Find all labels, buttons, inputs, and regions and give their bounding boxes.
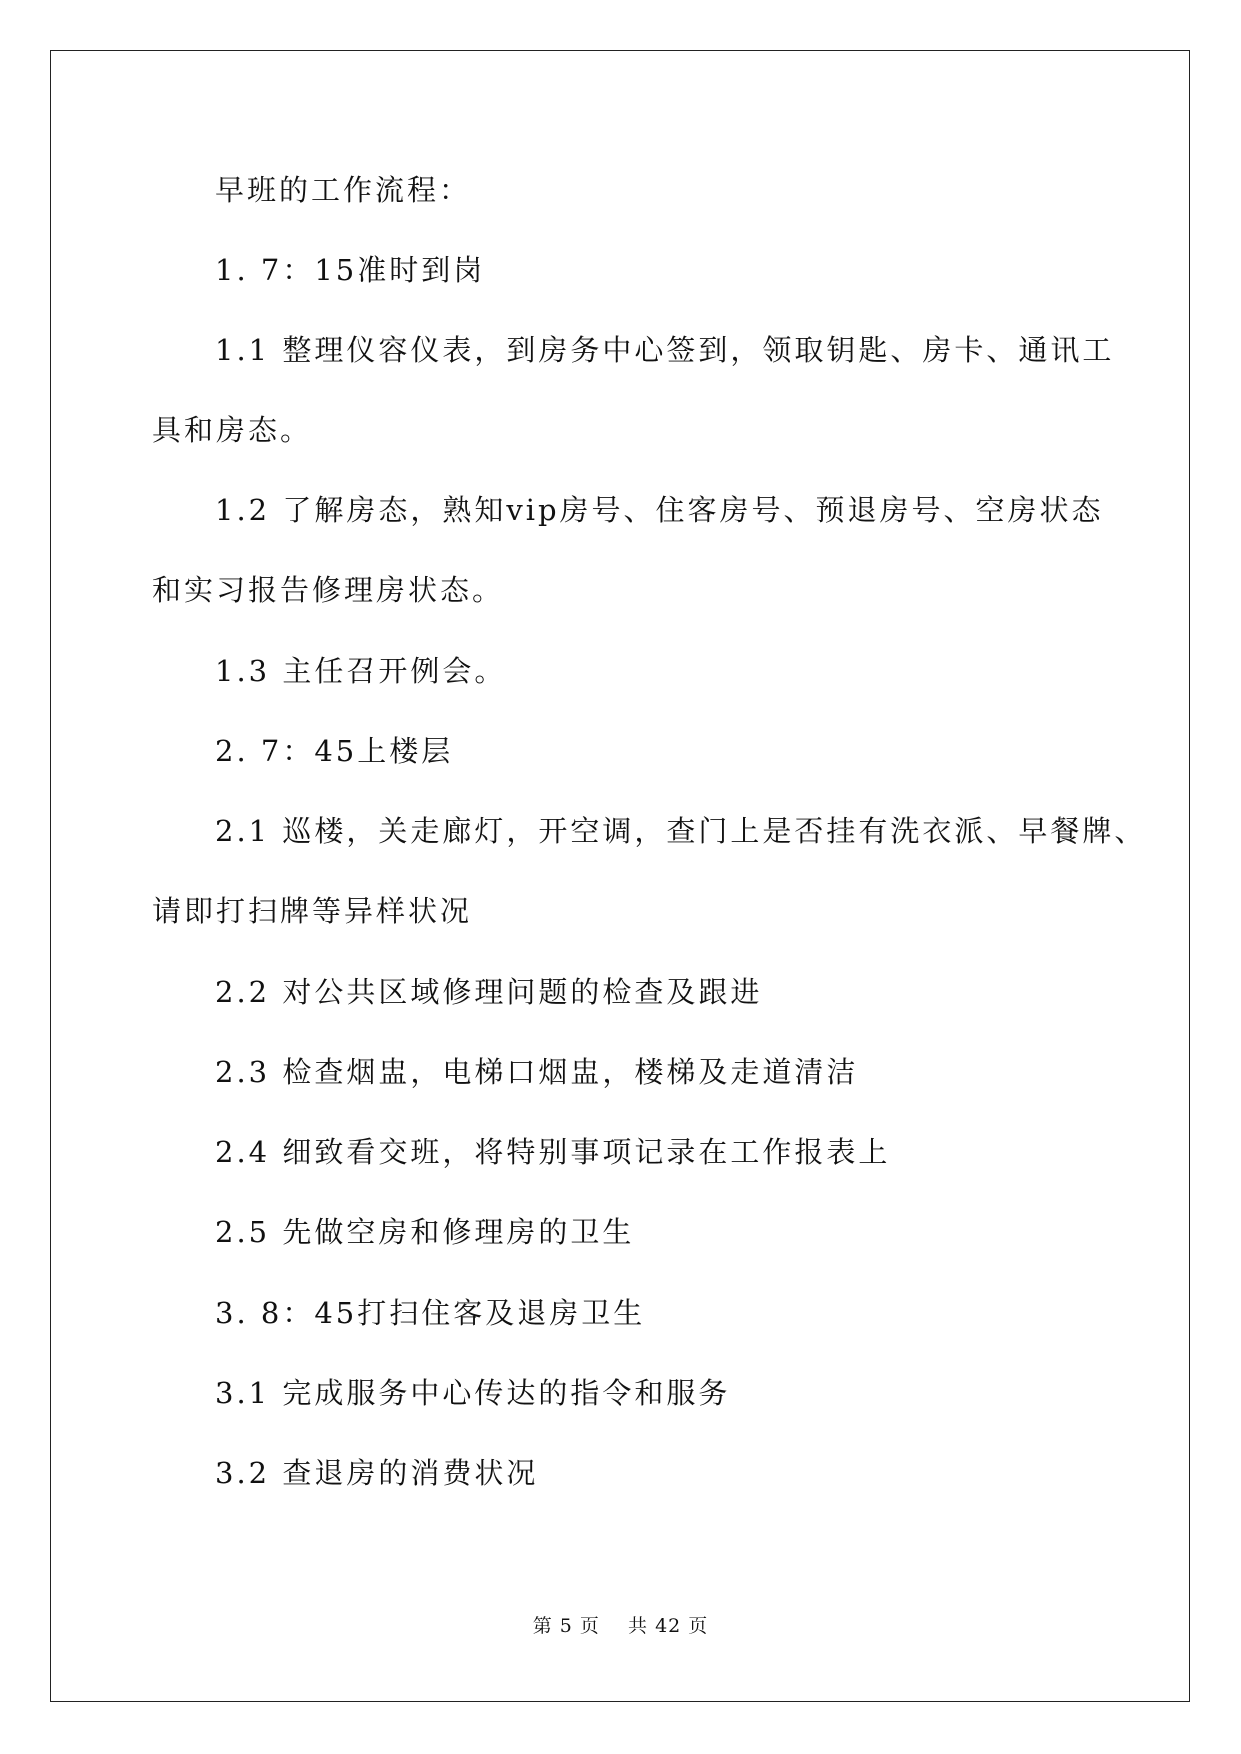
step-2-4: 2.4 细致看交班，将特别事项记录在工作报表上 bbox=[215, 1135, 891, 1169]
step-2-2: 2.2 对公共区域修理问题的检查及跟进 bbox=[215, 975, 763, 1009]
step-2-1: 2.1 巡楼，关走廊灯，开空调，查门上是否挂有洗衣派、早餐牌、 bbox=[215, 814, 1147, 848]
step-1-3: 1.3 主任召开例会。 bbox=[215, 654, 507, 688]
step-3-2: 3.2 查退房的消费状况 bbox=[215, 1456, 539, 1490]
step-1-1-cont: 具和房态。 bbox=[152, 413, 313, 447]
heading-early-shift: 早班的工作流程： bbox=[215, 173, 472, 207]
step-2: 2. 7：45上楼层 bbox=[215, 734, 454, 768]
step-3-1: 3.1 完成服务中心传达的指令和服务 bbox=[215, 1376, 731, 1410]
step-1: 1. 7：15准时到岗 bbox=[215, 253, 486, 287]
step-3: 3. 8：45打扫住客及退房卫生 bbox=[215, 1296, 646, 1330]
step-1-2: 1.2 了解房态，熟知vip房号、住客房号、预退房号、空房状态 bbox=[215, 493, 1104, 527]
step-2-5: 2.5 先做空房和修理房的卫生 bbox=[215, 1215, 635, 1249]
step-1-1: 1.1 整理仪容仪表，到房务中心签到，领取钥匙、房卡、通讯工 bbox=[215, 333, 1115, 367]
step-1-2-cont: 和实习报告修理房状态。 bbox=[152, 573, 505, 607]
page-number: 第 5 页 共 42 页 bbox=[532, 1615, 709, 1637]
step-2-3: 2.3 检查烟盅，电梯口烟盅，楼梯及走道清洁 bbox=[215, 1055, 859, 1089]
step-2-1-cont: 请即打扫牌等异样状况 bbox=[152, 894, 473, 928]
